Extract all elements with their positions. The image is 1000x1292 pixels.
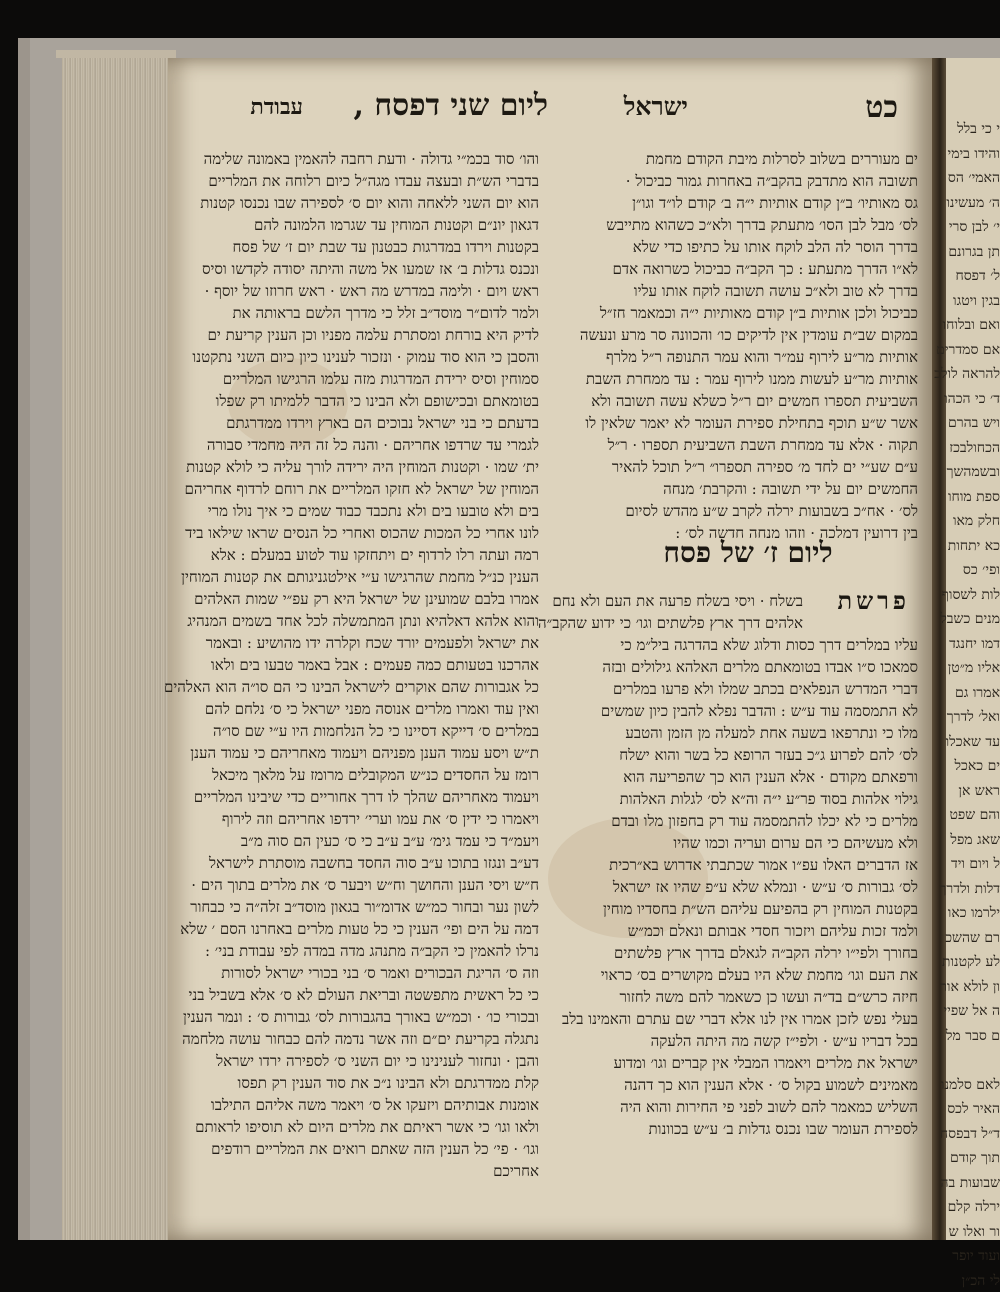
text-line: ולאו וגו׳ כי אשר ראיתם את מלרים היום לא תוסיפו לראותם xyxy=(195,1118,539,1136)
text-line: ורפאתם מקודם · אלא הענין הוא כך שהפריעה הוא xyxy=(623,768,918,786)
text-line: ח״ש ויסי הענן והחושך וח״ש ויבער ס׳ את מלרים בתוך הים · xyxy=(191,876,539,894)
text-line: גס מאותיו׳ ב״ן קודם אותיות י״ה ב׳ קודם לו״ד וגו״ן xyxy=(632,194,918,212)
text-line: ולא מעשיהם כי הם ערום ועריה וכמו שהיו xyxy=(673,834,918,852)
text-line: דגאון יונ״ם וקטנות המוחין עד שגרמו הלמונה להם xyxy=(254,216,539,234)
text-line: לס׳ גבורות ס׳ ע״ש · ונמלא שלא ע״פ שהיו אז ישראל xyxy=(612,878,918,896)
text-line: השליש כמאמר להם לשוב לפני פי החירות והוא היה xyxy=(620,1098,918,1116)
next-page-text-fragment: מנים כשבל xyxy=(940,611,1000,627)
section-title: ליום ז׳ של פסח xyxy=(663,536,833,569)
next-page-text-fragment: י׳ לבן סרי xyxy=(948,219,1000,235)
next-page-text-fragment xyxy=(946,1049,1000,1071)
text-line: מלו כי ונתרפאו בשעה אחת למעלה מן הזמן והטבע xyxy=(625,724,918,742)
text-line: בים ולא טובעו בים ולא נתכבד כבוד שמים כי איך נולו מרי xyxy=(207,502,539,520)
text-line: בחורך ולפי״ו ירלה הקב״ה לגאלם בדרך ארץ פלשתים xyxy=(613,944,918,962)
page-edges xyxy=(62,56,170,1240)
next-page-text-fragment: י כי בלל xyxy=(957,121,1000,137)
next-page-text-fragment: ויש בהרם xyxy=(947,415,1000,431)
text-line: ישראל את מלרים ויאמרו המבלי אין קברים וגו׳ ומדוע xyxy=(613,1054,918,1072)
text-line: בעלי נפש לזכן אמרו אין לנו אלא דברי שם עתרם והאמינו בלב xyxy=(561,1010,918,1028)
next-page-text-fragment: לאם סלמנו xyxy=(940,1076,1000,1093)
text-line: ובכורי כו׳ · וכמ״ש באורך בהגבורות לס׳ גבורות ס׳ : ונמר הענין xyxy=(183,1008,539,1026)
text-line: מלרים כי לא יכלו להתמסמה עוד רק בחפזון מלו ובדם xyxy=(611,812,918,830)
text-line: נרלו להאמין כי הקב״ה מתנהג מדה במדה לפי עבודת בני׳ : xyxy=(204,942,539,960)
next-page-text-fragment: ים כאכל xyxy=(954,758,1000,774)
text-line: ית׳ שמו · וקטנות המוחין היה ירידה לורך עליה כי לולא קטנות xyxy=(186,458,539,476)
text-line: השביעית תספרו חמשים יום ר״ל כשלא עשה תשובה ולא xyxy=(591,392,918,410)
text-line: רמה ועתה רלו לרדוף ים ויתחזקו עוד לטוע במעלם : אלא xyxy=(210,546,539,564)
text-line: לספירת העומר שבו נכנס גדלות ב׳ ע״ש בכוונות xyxy=(648,1120,918,1138)
next-page-text-fragment: תוך קודם xyxy=(950,1150,1000,1166)
text-line: וגו׳ · פי׳ כל הענין הזה שאתם רואים את המלריים רודפים xyxy=(211,1140,539,1158)
book-cover-edge xyxy=(18,38,30,1240)
text-line: ויעמ״ד כי עמד גימ׳ ע״ב ע״ב כי ס׳ כעין הם סוה מ״ב xyxy=(240,832,539,850)
next-page-text-fragment: האמי׳ הס xyxy=(947,170,1000,186)
next-page-text-fragment: ירלה קלם xyxy=(947,1199,1000,1215)
text-line: דברי המדרש הנפלאים בכתב שמלו ולא פרעו במלרים xyxy=(612,680,918,698)
text-line: כי כל ראשית מתפשטה ובריאת העולם לא ס׳ אלא בשביל בני xyxy=(188,986,539,1004)
next-page-text-fragment: ופי׳ כס xyxy=(962,562,1000,578)
text-line: בין דרועין דמלכה · וזהו מנחה חדשה לס׳ : xyxy=(675,524,918,542)
text-line: אותיות מר״ע לירוף עמ״ר והוא עמר התנופה ר״ל מלרף xyxy=(605,348,918,366)
text-line: אמרו בלבם שמועינן של ישראל היא רק עפ״י שמות האלהים xyxy=(194,590,539,608)
text-line: סמוחין וסיס ירידת המדרגות מזה עלמו הרגישו המלריים xyxy=(222,370,539,388)
text-line: והסבן כי הוא סוד עמוק · ונזכור לענינו כיון כיום השני נתקטנו xyxy=(192,348,539,366)
header-word-avoda: עבודת xyxy=(250,94,303,120)
text-line: ע״ם שע״י ים לחד מ׳ ספירה תספרו״ ר״ל תוכל להאיר xyxy=(611,458,918,476)
next-page-text-fragment: ון לולא אור xyxy=(940,978,1000,995)
text-line: המוחין של ישראל לא חזקו המלריים את רוחם לרדוף אחריהם xyxy=(184,480,539,498)
text-line: אהרכנו בטעותם כמה פעמים : אבל באמר טבעו בים ולאו xyxy=(210,656,539,674)
next-page-text-fragment: כא יתחות xyxy=(947,537,1000,554)
next-page-text-fragment: ל ויום ויד xyxy=(950,856,1000,872)
text-line: לא התמסמה עוד ע״ש : והדבר נפלא להבין כיון שמשים xyxy=(600,702,918,720)
text-line: בכל דבריו ע״ש · ולפי״ז קשה מה היתה הלעקה xyxy=(650,1032,918,1050)
text-line: נתגלה בקריעת ים״ם וזה אשר נדמה להם כבחור עושה מלחמה xyxy=(182,1030,539,1048)
text-line: במקום שב״ת עומדין אין לדיקים כו׳ והכוונה סר מרע ונעשה xyxy=(579,326,918,344)
next-page-text-fragment: הכחולבכז xyxy=(949,439,1000,456)
next-page-text-fragment: ועוד יופר xyxy=(952,1248,1000,1264)
next-page-text-fragment: חלק מאו xyxy=(952,513,1000,529)
next-page-text-fragment: תן בגרונם xyxy=(948,243,1000,260)
text-line: דע״ב ונגזו בתוכו ע״ב סוה החסד בחשבה מוסתרת לישראל xyxy=(209,854,539,872)
next-page-text-fragment: ילרמו כאו xyxy=(947,905,1000,921)
text-line: החמשים יום על ידי תשובה : והקרבת׳ מנחה xyxy=(663,480,918,498)
text-line: כביכול ולכן אותיות ב״ן קודם מאותיות י״ה וכמאמר חז״ל xyxy=(599,304,918,322)
text-line: לשון נער ובחור כמ״ש אדומ״ור בגאון מוסד״ב זלה״ה כי כבחור xyxy=(190,898,539,916)
text-line: רומז על החסדים כנ״ש המקובלים מרומז על מלאך מיכאל xyxy=(211,766,539,784)
next-page-text-fragment: עד שאכלו xyxy=(945,733,1000,750)
text-line: לונו אחרי כל המכות שהכוס ואחרי כל הנסים שראו שילאו ביד xyxy=(185,524,539,542)
text-line: ויאמרו כי ידין ס׳ את עמו וערי׳ ירדפו אחריהם וזה לירוף xyxy=(221,810,539,828)
text-line: והו׳ סוד בכמ״י גדולה · ודעת רחבה להאמין באמונה שלימה xyxy=(203,150,539,168)
next-page-text-fragment: ור ואלו ש xyxy=(948,1223,1000,1240)
next-page-text-fragment: האיר לכס xyxy=(947,1101,1000,1117)
next-page-text-fragment: לע לקטנות xyxy=(941,954,1000,970)
next-page-text-fragment: שאג מפל xyxy=(950,831,1000,848)
text-line: לס׳ · אח״כ בשבועות ירלה לקרב ש״ע מהדש לסיום xyxy=(625,502,918,520)
text-line: בשלח · ויסי בשלח פרעה את העם ולא נחם xyxy=(552,592,803,610)
next-page-text-fragment: ראש אן xyxy=(958,782,1000,799)
text-line: במלרים ס׳ דייקא דסיינו כי כל הנלחמות היו ע״י שם סו״ה xyxy=(212,722,539,740)
parasha-label: פרשת xyxy=(837,586,910,615)
text-line: ראש ויום · ולימה במדרש מה ראש · ראש חרוזו של יוסף · xyxy=(204,282,539,300)
text-line: בקטנות וירדו במדרגות כבטנון עד שבת יום ז׳ של פסח xyxy=(232,238,539,256)
text-line: ולמד זכות עליהם ויזכור חסדי אבותם ונאלם וכמ״ש xyxy=(627,922,918,940)
text-line: בקטנות המוחין רק בהפיעם עליהם הש״ת בחסדיו מוחין xyxy=(603,900,918,918)
folio-number: כט xyxy=(865,90,898,125)
text-line: לגמרי עד שרדפו אחריהם · והנה כל זה היה מחמדי סבורה xyxy=(206,436,539,454)
next-page-text-fragment: רם שהשכ xyxy=(945,929,1000,946)
text-line: לדיק היא בורחת ומסתרת עלמה מפניו וכן הענין קריעת ים xyxy=(207,326,539,344)
left-text-column xyxy=(164,148,539,1182)
text-line: מאמינים לשמוע בקול ס׳ · אלא הענין הוא כך דהנה xyxy=(624,1076,918,1094)
next-page-text-fragment: ם סבר מל xyxy=(945,1027,1000,1044)
text-line: כל אגבורות שהם אוקרים לישראל הבינו כי הם סו״ה הוא האלהים xyxy=(164,678,539,696)
next-page-text-fragment: לי הכ״ן xyxy=(961,1272,1000,1289)
text-line: לס׳ להם לפרוע ג״כ בעזר הרופא כל בשר והוא ישלח xyxy=(619,746,918,764)
text-line: אלהים דרך ארץ פלשתים וגו׳ כי ידוע שהקב״ה xyxy=(537,614,803,632)
next-page-text-fragment: ובשמהשך xyxy=(946,464,1000,480)
next-page-text-fragment: ואם ובלוחו xyxy=(942,317,1000,333)
text-line: אז הדברים האלו עפ״ו אמור שכתבתי אדרוש בא״רכית xyxy=(609,856,918,874)
text-line: אותיות מר״ע לעשות ממנו לירוף עמר : עד ממחרת השבת xyxy=(585,370,918,388)
next-page-text-fragment: והם שפט xyxy=(949,807,1000,823)
text-line: תקוה · אלא עד ממחרת השבת השביעית תספרו · ר״ל xyxy=(607,436,918,454)
text-line: את ישראל ולפעמים יורד שכח וקלרה ידו מהושיע : ובאמר xyxy=(205,634,539,652)
next-page-text-fragment: ספת מוחו xyxy=(947,488,1000,505)
next-page-text-fragment: להראה לולב xyxy=(934,366,1000,382)
text-line: קלת ממדרגתם ולא הבינו נ״כ את סוד הענין רק תפסו xyxy=(237,1074,539,1092)
text-line: ת״ש ויסע עמוד הענן מפניהם ויעמוד מאחריהם כי עמוד הענן xyxy=(190,744,539,762)
next-page-text-fragment: והידו בימי xyxy=(947,145,1000,162)
text-line: לס׳ מבל לבן הסו׳ מתעתק בדרך ולא״כ כשהוא מתייבש xyxy=(606,216,918,234)
text-line: בדעתם כי בני ישראל נבוכים הם בארץ וירדו ממדרגתם xyxy=(226,414,539,432)
text-line: בטומאתם ובכישופם ולא הבינו כי הדבר ללמיתו רק שפלו xyxy=(215,392,539,410)
next-page-text-fragment: אמרו גם xyxy=(955,684,1000,701)
running-header xyxy=(208,88,898,132)
text-line: אומנות אבותיהם ויזעקו אל ס׳ ויאמר משה אליהם התילבו xyxy=(210,1096,539,1114)
next-page-text-fragment: ל׳ דפסח xyxy=(955,268,1000,284)
text-line: לא״ו הדרך מתעתע : כך הקב״ה כביכול כשרואה אדם xyxy=(612,260,918,278)
header-title: ליום שני דפסח , xyxy=(353,88,548,123)
text-line: עליו במלרים דרך כסות ודלוג שלא בהדרגה ביל״מ כי xyxy=(620,636,918,654)
text-line: חיזה כרש״ם בד״ה ועשו כן כשאמר להם משה לחזור xyxy=(619,988,918,1006)
text-line: ונכנס גדלות ב׳ אז שמעו אל משה והיתה יסודה לקדשו וסיס xyxy=(201,260,539,278)
text-line: ואין עוד ואמרו מלרים אנוסה מפני ישראל כי ס׳ נלחם להם xyxy=(204,700,539,718)
next-page-text-fragment: ה׳ מעשינו xyxy=(946,194,1000,211)
text-line: סמאכו ס״ו אבדו בטומאתם מלרים האלהא גילולים ובזה xyxy=(602,658,918,676)
text-line: תשובה הוא מתדבק בהקב״ה באחרות גמור כביכול · xyxy=(625,172,918,190)
right-text-column-bottom xyxy=(537,590,918,1140)
text-line: גילוי אלהות בסוד פר״ע י״ה וה״א לס׳ לגלות האלהות xyxy=(619,790,918,808)
text-line: ים מעוררים בשלוב לסרלות מיבת הקודם מחמת xyxy=(645,150,918,168)
text-line: הוא יום השני ללאחה והוא יום ס׳ לספירה שבו נכנסו קטנות xyxy=(200,194,539,212)
next-page-text-fragment: ה אל שפיי xyxy=(943,1003,1000,1019)
next-page-text-fragment: שבועות בה xyxy=(940,1174,1000,1191)
text-line: ולמר לדום״ר מוסד״ב זלל כי מדרך הלשם בראותה את xyxy=(232,304,539,322)
text-line: הענין כנ״ל מחמת שהרגישו ע״י אילטגניגותם את קטנות המוחין xyxy=(181,568,539,586)
text-line: וזה ס׳ הריגת הבכורים ואמר ס׳ בני בכורי ישראל לסורות xyxy=(221,964,539,982)
next-page-text-fragment: אליו מ״טן xyxy=(947,660,1000,676)
text-line: את העם וגו׳ מחמת שלא היו בעלם מקושרים בס׳ כראוי xyxy=(600,966,918,984)
next-page-text-fragment: לות לשסוף xyxy=(941,586,1000,603)
text-line: ויעמוד מאחריהם שהלך לו דרך אחוריים כדי שיבינו המלריים xyxy=(193,788,539,806)
next-page-text-fragment: אם סמדרים xyxy=(936,341,1000,358)
text-line: בדברי הש״ת ובעצה עבדו מגה״ל כיום רלוחה את המלריים xyxy=(208,172,539,190)
text-line: בדרך הוסר לה הלב לוקח אותו על כתיפו כדי שלא xyxy=(632,238,918,256)
next-page-text-fragment: דלות ולדרך xyxy=(939,880,1000,897)
book-page xyxy=(164,58,936,1240)
next-page-edge xyxy=(934,58,1000,1289)
next-page-text-fragment: דמו יחנגד xyxy=(949,635,1000,652)
header-word-israel: ישראל xyxy=(623,92,688,121)
text-line: והבן · ונחזור לענינינו כי יום השני ס׳ לספירה ירדו ישראל xyxy=(216,1052,539,1070)
next-page-text-fragment: ואל׳ לדרך xyxy=(946,709,1000,725)
next-page-text-fragment: ד״ל דבפסח xyxy=(939,1125,1000,1142)
next-page-text-fragment: ד׳ כי הכהו xyxy=(944,390,1000,407)
text-line: בדרך לא טוב ולא״כ עושה תשובה לוקח אותו עליו xyxy=(633,282,918,300)
text-line: דמה על הים ופי׳ הענין כי כל טעות מלרים באחרנו הסם ׳ שלא xyxy=(180,920,539,938)
text-line: אשר ש״ע תוכף בתחילת ספירת העומר לא יאמר שלאין לו xyxy=(585,414,918,432)
next-page-text-fragment: בגין ויטגו xyxy=(953,292,1000,309)
right-text-column-top xyxy=(578,148,918,544)
text-line: והוא אלהא דאלהיא ונתן המתמשלה לכל אחד בשמים המנהיג xyxy=(187,612,539,630)
text-line: אחריכם xyxy=(493,1162,539,1180)
